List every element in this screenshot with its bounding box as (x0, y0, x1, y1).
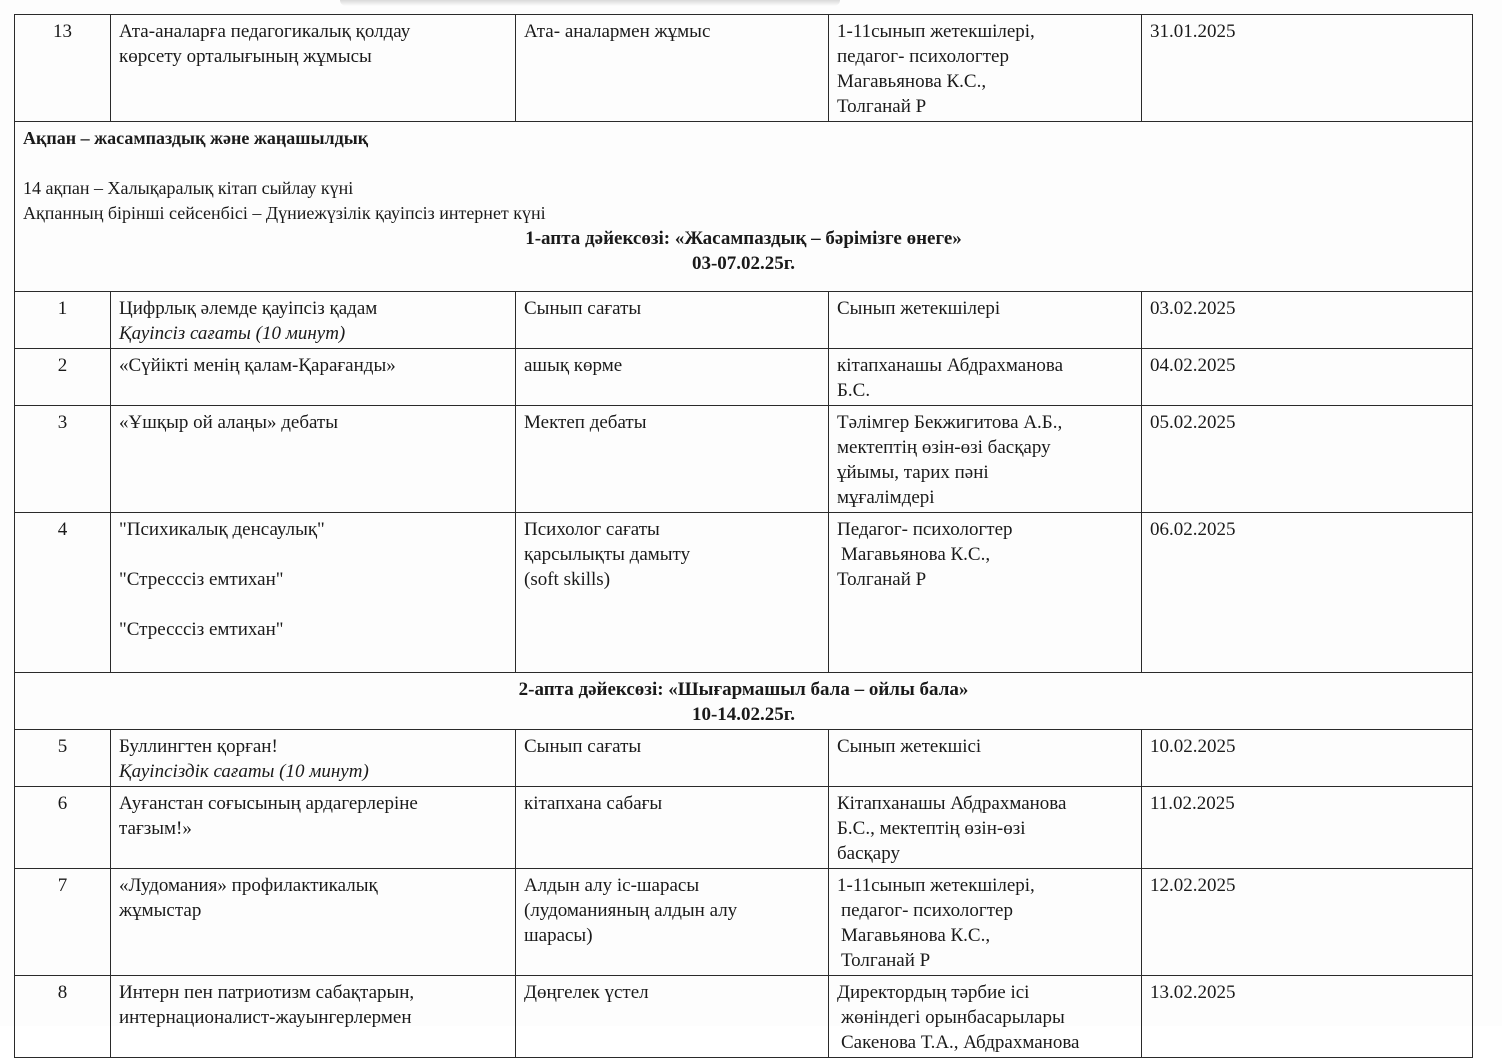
form-cell (516, 406, 829, 513)
event-text: тағзым!» (119, 818, 192, 839)
event-text: Интерн пен патриотизм сабақтарын, (119, 982, 415, 1003)
responsible-cell (829, 513, 1142, 673)
table-row (15, 869, 1473, 976)
responsible-text: мектептің өзін-өзі басқару (837, 437, 1051, 458)
form-cell (516, 976, 829, 1058)
responsible-text: 1-11сынып жетекшілері, (837, 875, 1035, 896)
week1-dates: 03-07.02.25г. (691, 253, 796, 274)
table-row (15, 349, 1473, 406)
holiday-line: Ақпанның бірінші сейсенбісі – Дүниежүзілік қауіпсіз интернет күні (23, 203, 546, 223)
date-cell: 05.02.2025 (1142, 406, 1473, 513)
event-cell (111, 15, 516, 122)
responsible-text: Магавьянова К.С., (841, 544, 991, 565)
date-cell: 03.02.2025 (1142, 292, 1473, 349)
table-row (15, 15, 1473, 122)
form-text: Психолог сағаты (524, 519, 660, 540)
week2-header-cell (15, 673, 1473, 730)
table-row (15, 406, 1473, 513)
row-number: 5 (15, 730, 111, 787)
event-text: көрсету орталығының жұмысы (119, 46, 372, 67)
responsible-text: Толганай Р (837, 96, 927, 117)
event-text: "Стресссіз емтихан" (119, 619, 284, 640)
table-row (15, 730, 1473, 787)
event-text: Цифрлық әлемде қауіпсіз қадам (119, 298, 378, 319)
month-section-row (15, 122, 1473, 292)
form-text: Мектеп дебаты (524, 412, 647, 433)
form-text: Сынып сағаты (524, 298, 642, 319)
form-cell (516, 730, 829, 787)
event-text: «Лудомания» профилактикалық (119, 875, 378, 896)
responsible-cell (829, 869, 1142, 976)
responsible-text: Магавьянова К.С., (841, 925, 991, 946)
form-cell (516, 513, 829, 673)
table-row (15, 292, 1473, 349)
form-cell (516, 349, 829, 406)
scan-shadow (340, 0, 840, 6)
event-cell (111, 349, 516, 406)
row-number: 3 (15, 406, 111, 513)
event-plan-table (14, 14, 1473, 1058)
form-text: Сынып сағаты (524, 736, 642, 757)
event-text: жұмыстар (119, 900, 202, 921)
responsible-text: Б.С. (837, 380, 871, 401)
responsible-text: Сынып жетекшілері (837, 298, 1001, 319)
week1-motto: 1-апта дәйексөзі: «Жасампаздық – бәрімізге өнеге» (525, 228, 962, 249)
form-text: қарсылықты дамыту (524, 544, 691, 565)
event-cell (111, 406, 516, 513)
holiday-line: 14 ақпан – Халықаралық кітап сыйлау күні (23, 178, 354, 198)
week2-motto: 2-апта дәйексөзі: «Шығармашыл бала – ойлы бала» (518, 679, 969, 700)
form-text: кітапхана сабағы (524, 793, 663, 814)
responsible-text: жөніндегі орынбасарылары (841, 1007, 1065, 1028)
responsible-text: мұғалімдері (837, 487, 935, 508)
table-row (15, 787, 1473, 869)
responsible-text: Магавьянова К.С., (837, 71, 987, 92)
event-text: «Ұшқыр ой алаңы» дебаты (119, 412, 338, 433)
date-cell: 04.02.2025 (1142, 349, 1473, 406)
table-row (15, 513, 1473, 673)
form-text: Ата- аналармен жұмыс (524, 21, 711, 42)
row-number: 2 (15, 349, 111, 406)
event-text: Буллингтен қорған! (119, 736, 278, 757)
month-title: Ақпан – жасампаздық және жаңашылдық (23, 128, 369, 148)
form-cell (516, 292, 829, 349)
responsible-text: кітапханашы Абдрахманова (837, 355, 1064, 376)
event-cell (111, 976, 516, 1058)
responsible-text: басқару (837, 843, 900, 864)
responsible-text: ұйымы, тарих пәні (837, 462, 989, 483)
responsible-text: педагог- психологтер (837, 46, 1009, 67)
responsible-text: Тәлімгер Бекжигитова А.Б., (837, 412, 1063, 433)
event-cell (111, 292, 516, 349)
responsible-cell (829, 15, 1142, 122)
event-subtitle: Қауіпсіздік сағаты (10 минут) (119, 761, 369, 782)
responsible-cell (829, 292, 1142, 349)
form-text: (лудоманияның алдын алу (524, 900, 738, 921)
row-number: 4 (15, 513, 111, 673)
week2-dates: 10-14.02.25г. (691, 704, 796, 725)
form-text: шарасы) (524, 925, 593, 946)
responsible-cell (829, 976, 1142, 1058)
event-subtitle: Қауіпсіз сағаты (10 минут) (119, 323, 346, 344)
date-cell: 06.02.2025 (1142, 513, 1473, 673)
responsible-text: Сакенова Т.А., Абдрахманова (841, 1032, 1080, 1053)
responsible-cell (829, 787, 1142, 869)
date-cell: 13.02.2025 (1142, 976, 1473, 1058)
event-text: "Психикалық денсаулық" (119, 519, 325, 540)
row-number: 7 (15, 869, 111, 976)
responsible-text: Педагог- психологтер (837, 519, 1013, 540)
row-number: 13 (15, 15, 111, 122)
form-cell (516, 787, 829, 869)
event-cell (111, 869, 516, 976)
row-number: 8 (15, 976, 111, 1058)
event-text: "Стресссіз емтихан" (119, 569, 284, 590)
responsible-text: Кітапханашы Абдрахманова (837, 793, 1067, 814)
responsible-cell (829, 730, 1142, 787)
row-number: 1 (15, 292, 111, 349)
form-text: Дөңгелек үстел (524, 982, 649, 1003)
responsible-text: 1-11сынып жетекшілері, (837, 21, 1035, 42)
row-number: 6 (15, 787, 111, 869)
event-text: интернационалист-жауынгерлермен (119, 1007, 412, 1028)
event-text: Ауғанстан соғысының ардагерлеріне (119, 793, 418, 814)
event-cell (111, 513, 516, 673)
responsible-text: Толганай Р (841, 950, 931, 971)
table-row (15, 976, 1473, 1058)
form-text: Алдын алу іс-шарасы (524, 875, 700, 896)
event-cell (111, 730, 516, 787)
responsible-cell (829, 349, 1142, 406)
responsible-text: Толганай Р (837, 569, 927, 590)
date-cell: 11.02.2025 (1142, 787, 1473, 869)
month-section-cell (15, 122, 1473, 292)
responsible-text: Сынып жетекшісі (837, 736, 982, 757)
responsible-cell (829, 406, 1142, 513)
responsible-text: Директордың тәрбие ісі (837, 982, 1030, 1003)
form-cell (516, 15, 829, 122)
responsible-text: Б.С., мектептің өзін-өзі (837, 818, 1026, 839)
form-text: ашық көрме (524, 355, 623, 376)
date-cell: 12.02.2025 (1142, 869, 1473, 976)
date-cell: 10.02.2025 (1142, 730, 1473, 787)
week-header-row (15, 673, 1473, 730)
form-text: (soft skills) (524, 569, 611, 590)
responsible-text: педагог- психологтер (841, 900, 1013, 921)
event-text: «Сүйікті менің қалам-Қарағанды» (119, 355, 396, 376)
date-cell: 31.01.2025 (1142, 15, 1473, 122)
event-cell (111, 787, 516, 869)
form-cell (516, 869, 829, 976)
event-text: Ата-аналарға педагогикалық қолдау (119, 21, 411, 42)
